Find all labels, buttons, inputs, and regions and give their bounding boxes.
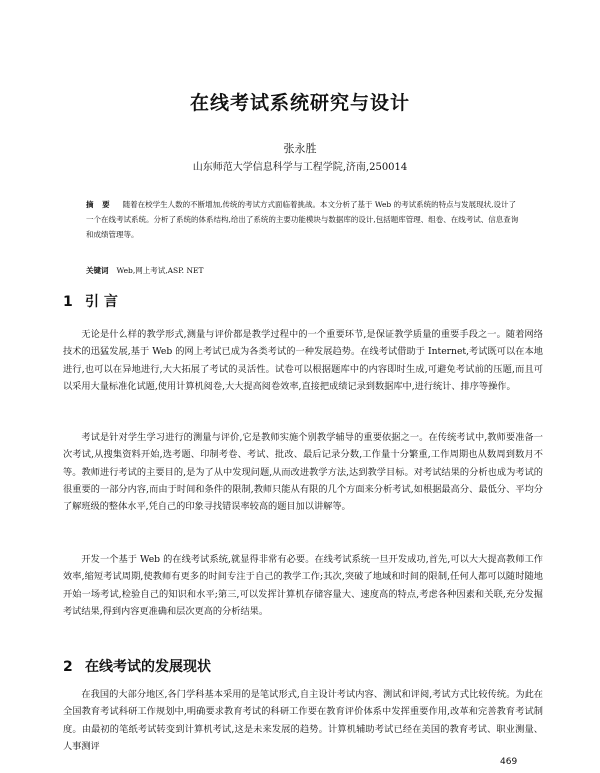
section-number: 1 [63, 294, 73, 310]
paragraph: 无论是什么样的教学形式,测量与评价都是教学过程中的一个重要环节,是保证教学质量的重要手段之一。随着网络技术的迅猛发展,基于 Web 的网上考试已成为各类考试的一种发展趋势。在线考试借助于 Internet,考试既可以在本地进行,也可以在异地进行,大大拓展了考试的灵活性。试卷可以根据题库中的内容即时生成,可避免考试前的压题,而且可以采用大量标准化试题,使用计算机阅卷,大大提高阅卷效率,直接把成绩记录到数据库中,进行统计、排序等操作。 [63, 329, 543, 392]
paragraph: 在我国的大部分地区,各门学科基本采用的是笔试形式,自主设计考试内容、测试和评阅,考试方式比较传统。为此在全国教育考试科研工作规划中,明确要求教育考试的科研工作要在教育评价体系中发挥重要作用,改革和完善教育考试制度。由最初的笔纸考试转变到计算机考试,这是未来发展的趋势。计算机辅助考试已经在美国的教育考试、职业测量、人事测评 [63, 689, 543, 752]
abstract-label: 摘 要 [86, 200, 113, 209]
abstract-text: 随着在校学生人数的不断增加,传统的考试方式面临着挑战。本文分析了基于 Web 的考试系统的特点与发展现状,设计了一个在线考试系统。分析了系统的体系结构,给出了系统的主要功能模块与数据库的设计,包括题库管理、组卷、在线考试、信息查询和成绩管理等。 [86, 200, 519, 239]
section-title: 在线考试的发展现状 [85, 659, 211, 675]
paragraph: 考试是针对学生学习进行的测量与评价,它是教师实施个别教学辅导的重要依据之一。在传统考试中,教师要准备一次考试,从搜集资料开始,选考题、印制考卷、考试、批改、最后记录分数,工作量十分繁重,工作周期也从数周到数月不等。教师进行考试的主要目的,是为了从中发现问题,从而改进教学方法,达到教学目标。对考试结果的分析也成为考试的很重要的一部分内容,而由于时间和条件的限制,教师只能从有限的几个方面来分析考试,如根据最高分、最低分、平均分了解班级的整体水平,凭自己的印象寻找错误率较高的题目加以讲解等。 [63, 432, 543, 513]
section-title: 引 言 [85, 294, 118, 310]
section-heading-introduction [63, 291, 118, 311]
section-number: 2 [63, 659, 73, 675]
abstract [86, 197, 522, 242]
author-name: 张永胜 [283, 142, 317, 155]
page-number: 469 [500, 757, 518, 767]
keywords-text: Web,网上考试,ASP. NET [116, 266, 204, 275]
section-heading-status [63, 656, 211, 676]
paper-title: 在线考试系统研究与设计 [189, 92, 410, 114]
keywords [86, 265, 522, 276]
paragraph: 开发一个基于 Web 的在线考试系统,就显得非常有必要。在线考试系统一旦开发成功,首先,可以大大提高教师工作效率,缩短考试周期,使教师有更多的时间专注于自己的教学工作;其次,突破了地域和时间的限制,任何人都可以随时随地开始一场考试,检验自己的知识和水平;第三,可以发挥计算机存储容量大、速度高的特点,考虑各种因素和关联,充分发掘考试结果,得到内容更准确和层次更高的分析结果。 [63, 554, 543, 617]
author-affiliation: 山东师范大学信息科学与工程学院,济南,250014 [192, 162, 408, 173]
keywords-label: 关键词 [86, 266, 109, 275]
